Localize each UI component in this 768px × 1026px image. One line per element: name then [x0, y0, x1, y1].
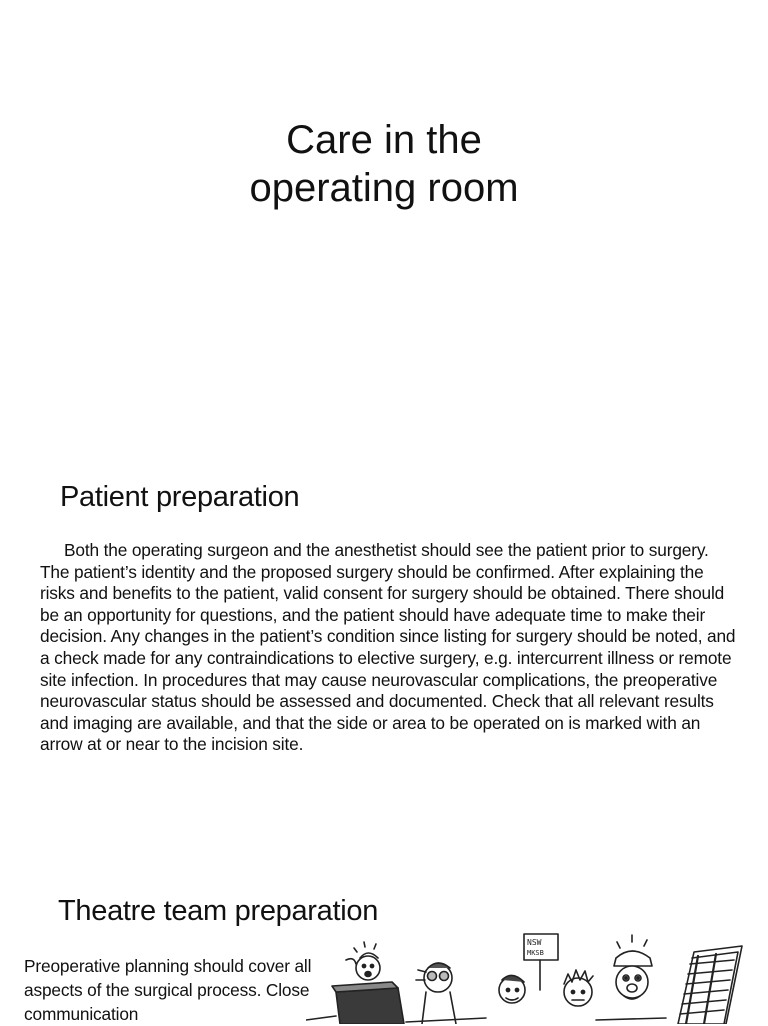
theatre-team-preparation-body: Preoperative planning should cover all aspects of the surgical process. Close communication [24, 956, 312, 1024]
slide-title-line-1: Care in the [286, 118, 482, 162]
patient-preparation-body: Both the operating surgeon and the anesthetist should see the patient prior to surgery. The patient’s identity and the proposed surgery should be confirmed. After explaining the risks and benefits to the patient, valid consent for surgery should be obtained. There should be an opportunity for questions, and the patient should have adequate time to make their decision. Any changes in the patient’s condition since listing for surgery should be noted, and a check made for any contraindications to elective surgery, e.g. intercurrent illness or remote site infection. In procedures that may cause neurovascular complications, the preoperative neurovascular status should be assessed and documented. Check that all relevant results and imaging are available, and that the side or area to be operated on is marked with an arrow at or near to the incision site. [40, 540, 736, 755]
slide-title [0, 116, 768, 212]
theatre-team-cartoon-icon [306, 930, 768, 1024]
patient-preparation-heading: Patient preparation [60, 481, 300, 513]
slide-title-line-2: operating room [249, 166, 519, 210]
svg-text:NSW: NSW [527, 938, 542, 947]
svg-text:MKSB: MKSB [527, 949, 544, 957]
theatre-team-preparation-heading: Theatre team preparation [58, 895, 379, 927]
